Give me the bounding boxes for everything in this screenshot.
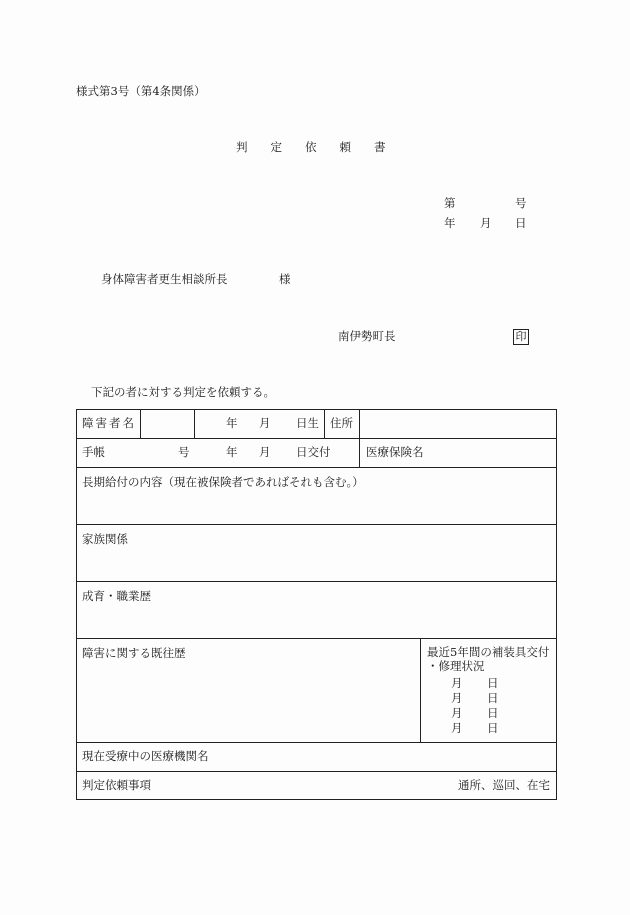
doc-number-go: 号 (515, 196, 527, 210)
date-day: 日 (515, 216, 527, 230)
birth-day-label: 日生 (296, 416, 319, 430)
equipment-month: 月 (451, 691, 463, 705)
equipment-month: 月 (451, 706, 463, 720)
row-divider (76, 742, 557, 743)
form-number: 様式第3号（第4条関係） (76, 84, 206, 98)
document-title: 判 定 依 頼 書 (236, 140, 386, 154)
equipment-day: 日 (487, 721, 499, 735)
col-divider (194, 409, 195, 438)
addressee-sama: 様 (279, 272, 291, 286)
visit-type-options: 通所、巡回、在宅 (458, 778, 550, 792)
issue-year-label: 年 (226, 445, 238, 459)
applicant-name-label: 障害者名 (82, 416, 136, 430)
equipment-title-line2: ・修理状況 (427, 659, 485, 673)
row-divider (76, 638, 557, 639)
col-divider (324, 409, 325, 438)
date-year: 年 (444, 216, 456, 230)
notebook-label: 手帳 (82, 445, 105, 459)
equipment-day: 日 (487, 706, 499, 720)
growth-label: 成育・職業歴 (82, 589, 151, 603)
row-divider (76, 524, 557, 525)
row-divider (76, 581, 557, 582)
intro-text: 下記の者に対する判定を依頼する。 (91, 385, 275, 399)
equipment-month: 月 (451, 676, 463, 690)
equipment-day: 日 (487, 691, 499, 705)
insurance-label: 医療保険名 (366, 445, 424, 459)
sender-name: 南伊勢町長 (338, 329, 396, 343)
doc-number-dai: 第 (444, 196, 456, 210)
birth-month-label: 月 (259, 416, 271, 430)
col-divider (359, 409, 360, 467)
addressee-name: 身体障害者更生相談所長 (101, 272, 228, 286)
long-benefit-label: 長期給付の内容（現在被保険者であればそれも含む。） (82, 475, 364, 489)
history-label: 障害に関する既往歴 (82, 646, 186, 660)
col-divider (140, 409, 141, 438)
row-divider (76, 467, 557, 468)
col-divider (420, 638, 421, 742)
row-divider (76, 771, 557, 772)
row-divider (76, 438, 557, 439)
seal-stamp: 印 (513, 329, 529, 345)
equipment-title-line1: 最近5年間の補装具交付 (427, 645, 550, 659)
issue-day-label: 日交付 (296, 445, 331, 459)
birth-year-label: 年 (226, 416, 238, 430)
medical-institution-label: 現在受療中の医療機関名 (82, 749, 209, 763)
issue-month-label: 月 (259, 445, 271, 459)
notebook-go-label: 号 (178, 445, 190, 459)
equipment-month: 月 (451, 721, 463, 735)
date-month: 月 (480, 216, 492, 230)
equipment-day: 日 (487, 676, 499, 690)
request-items-label: 判定依頼事項 (82, 778, 151, 792)
address-label: 住所 (330, 416, 353, 430)
family-label: 家族関係 (82, 532, 128, 546)
